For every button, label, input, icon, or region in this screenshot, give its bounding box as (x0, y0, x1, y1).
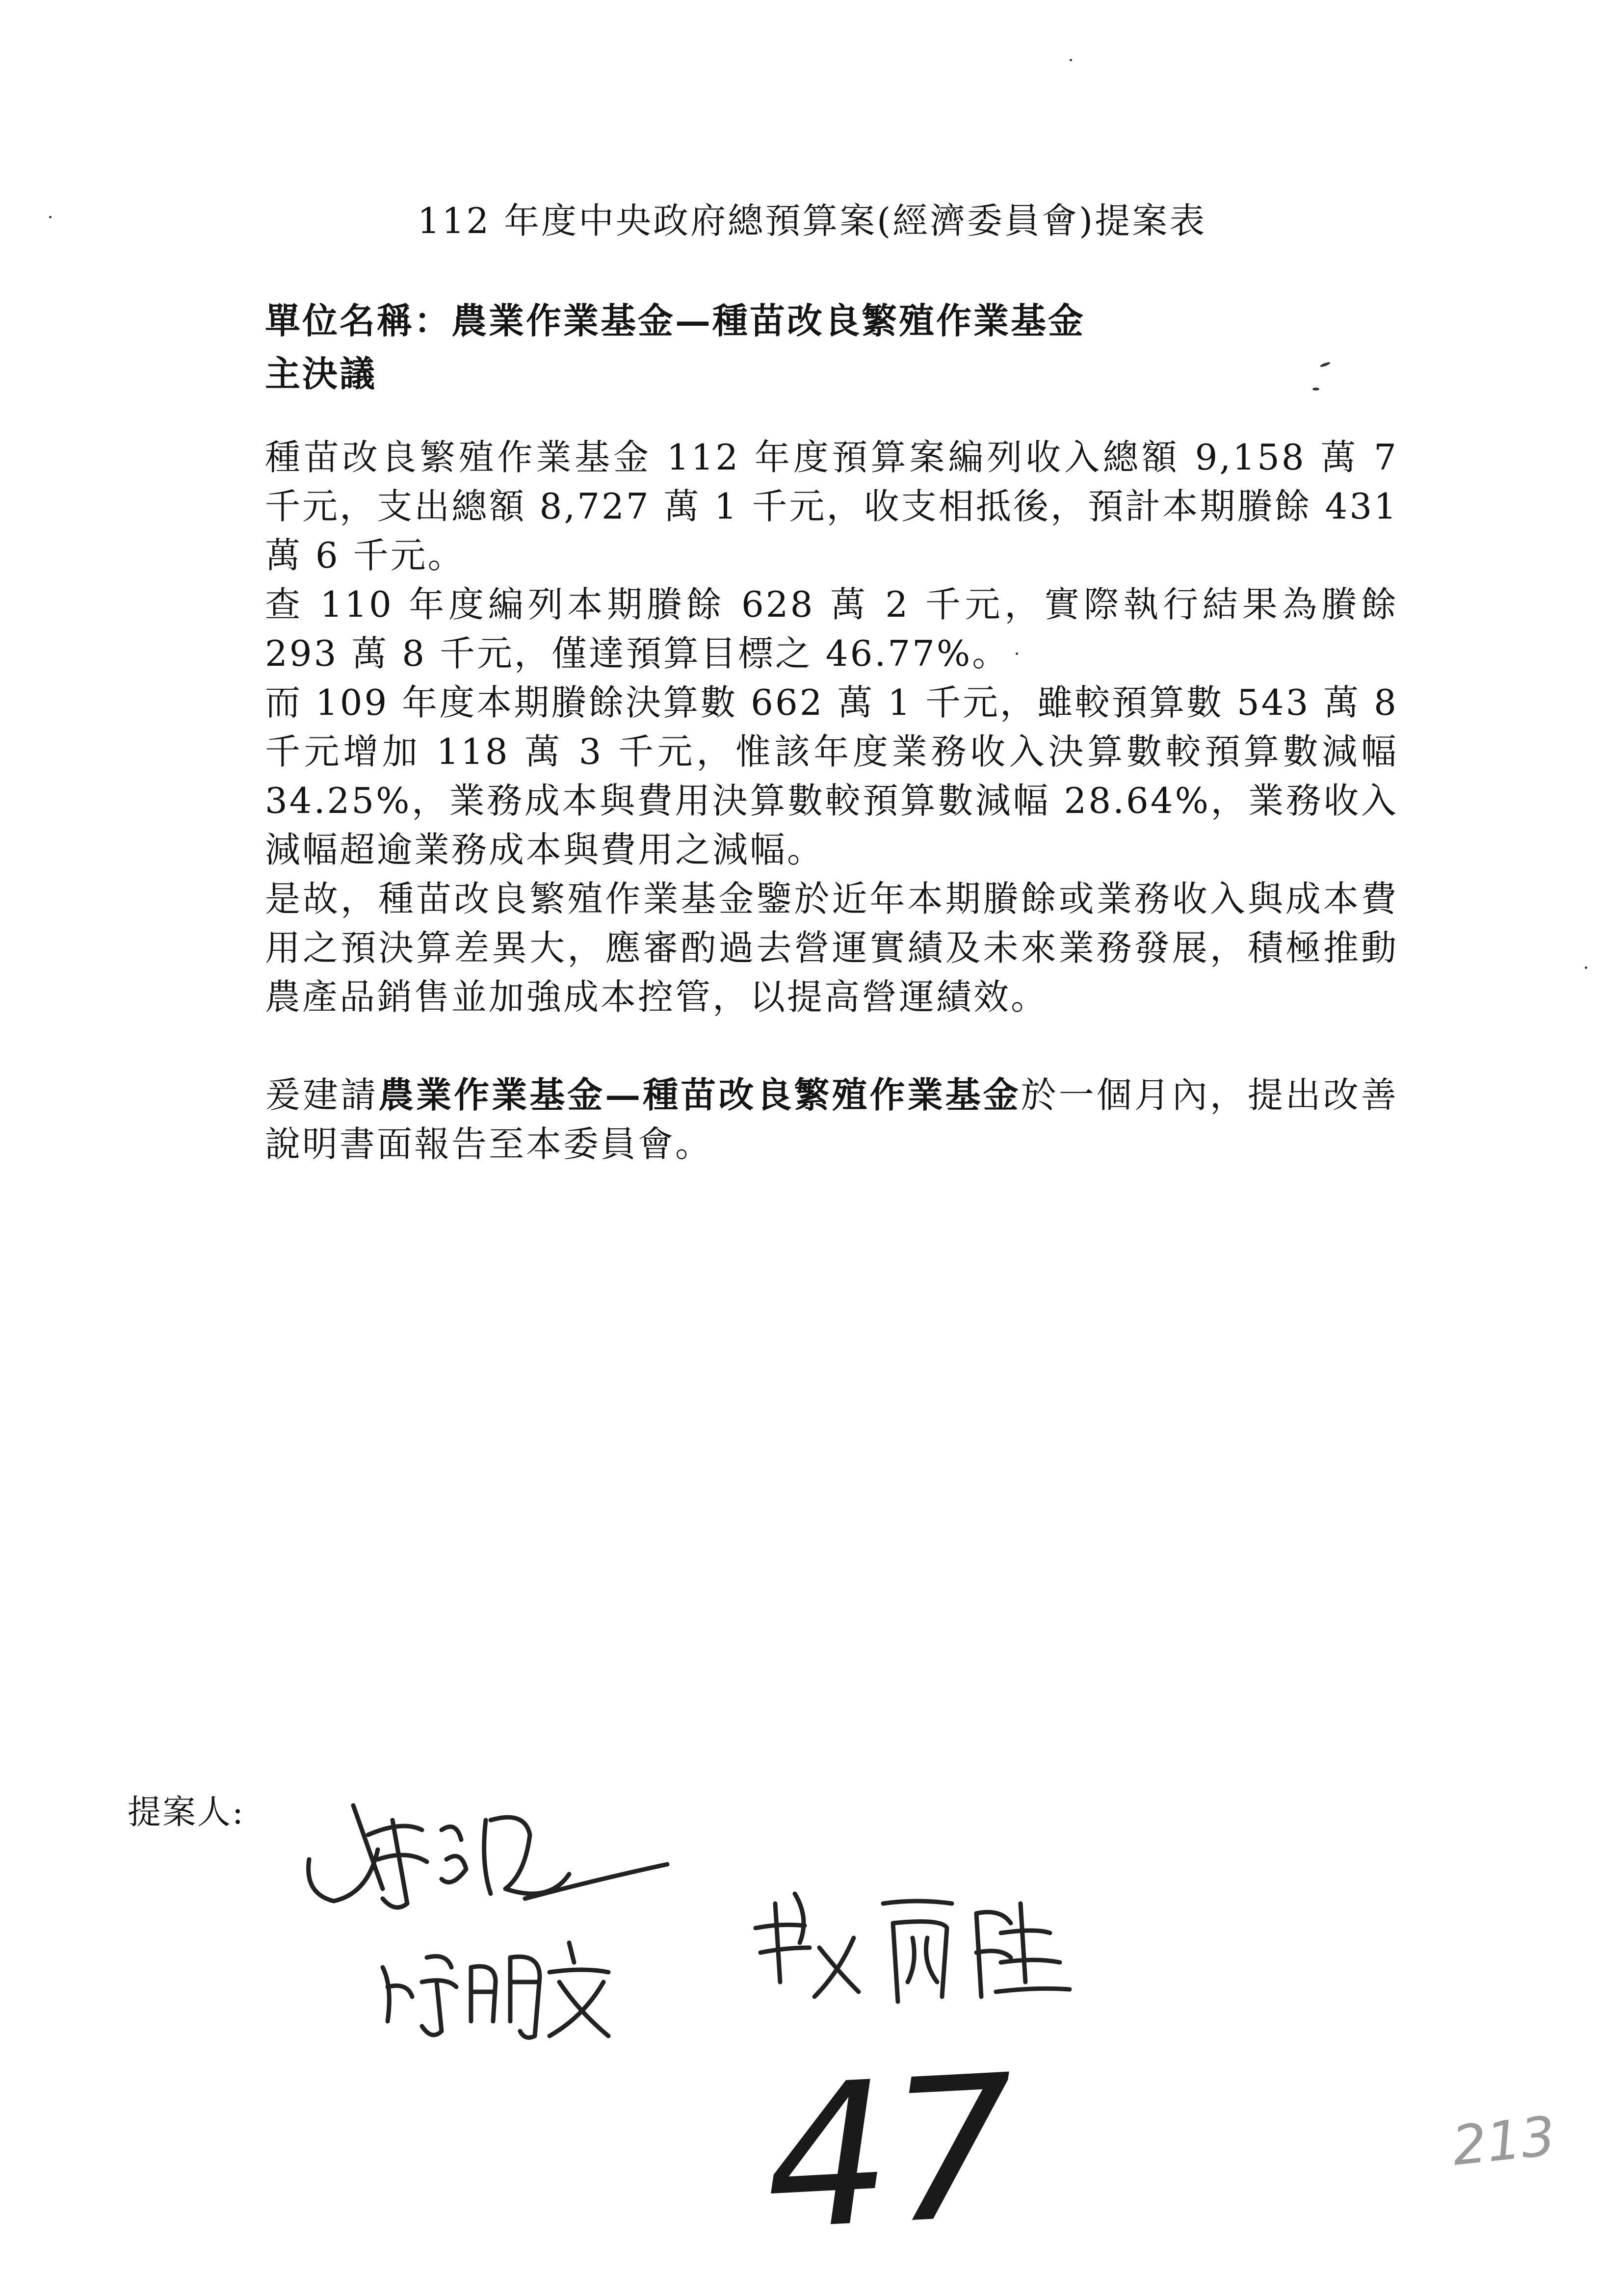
document-title: 112 年度中央政府總預算案(經濟委員會)提案表 (417, 200, 1207, 241)
unit-name: 農業作業基金—種苗改良繁殖作業基金 (451, 300, 1086, 341)
paragraph-110-execution: 查 110 年度編列本期賸餘 628 萬 2 千元，實際執行結果為賸餘 293 萬 8 千元，僅達預算目標之 46.77%。 (265, 584, 1398, 674)
signature-1 (294, 1776, 677, 1923)
resolution-label: 主決議 (265, 353, 377, 394)
handwritten-number: 47 (760, 2033, 1021, 2274)
paragraph-budget-summary: 種苗改良繁殖作業基金 112 年度預算案編列收入總額 9,158 萬 7 千元，支出總額 8,727 萬 1 千元，收支相抵後，預計本期賸餘 431 萬 6 千元。 (265, 437, 1398, 576)
paragraph-conclusion: 是故，種苗改良繁殖作業基金鑒於近年本期賸餘或業務收入與成本費用之預決算差異大，應審酌過去營運實績及未來業務發展，積極推動農產品銷售並加強成本控管，以提高營運績效。 (265, 878, 1398, 1018)
scan-speck (1585, 966, 1587, 969)
proposer-label: 提案人: (128, 1793, 245, 1832)
unit-label: 單位名稱： (265, 300, 452, 341)
unit-block (265, 294, 1085, 400)
signature-2 (373, 1923, 648, 2051)
scan-speck (1312, 388, 1319, 391)
request-prefix: 爰建請 (265, 1074, 379, 1116)
request-suffix: 於一個月內，提出改善說明書面報告至本委員會。 (265, 1074, 1398, 1165)
scan-speck (49, 216, 52, 218)
faint-page-number: 213 (1449, 2104, 1559, 2178)
request-fund-name: 農業作業基金—種苗改良繁殖作業基金 (378, 1074, 1021, 1116)
document-body (265, 433, 1398, 1169)
unit-line (265, 294, 1085, 347)
paragraph-109-final-accounts: 而 109 年度本期賸餘決算數 662 萬 1 千元，雖較預算數 543 萬 8 千元增加 118 萬 3 千元，惟該年度業務收入決算數較預算數減幅 34.25%，業務成本與費用決算數較預算數減幅 28.64%，業務收入減幅超逾業務成本與費用之減幅。 (265, 682, 1398, 870)
scan-speck (1320, 361, 1331, 367)
scan-speck (1070, 59, 1072, 61)
paragraph-request (265, 1070, 1398, 1169)
signature-3 (746, 1874, 1079, 2011)
paragraph-spacer (265, 1021, 1398, 1070)
scan-speck (1016, 652, 1018, 655)
